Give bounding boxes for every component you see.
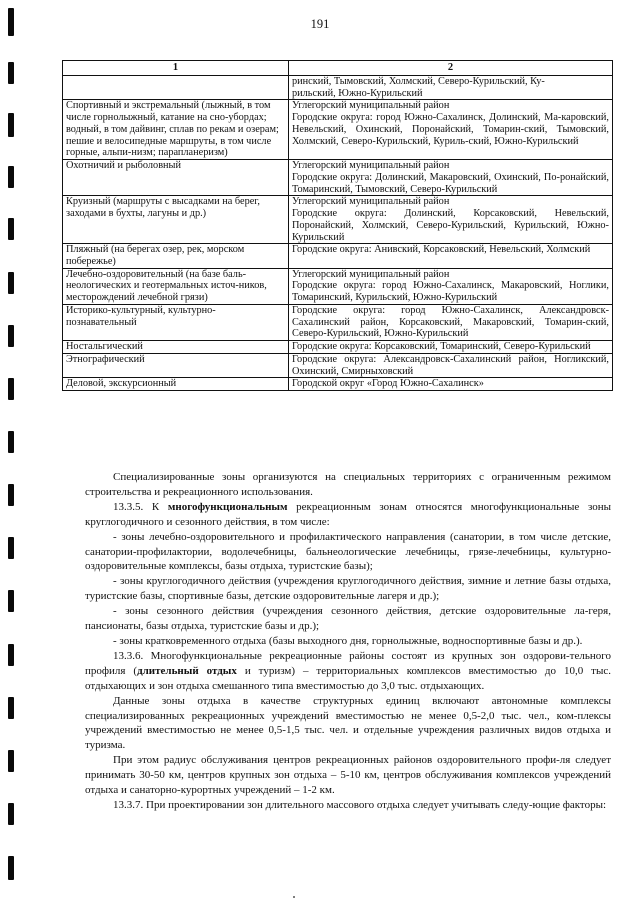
body-text: [85, 470, 611, 813]
areas-line: Городские округа: Корсаковский, Томаринский, Северо-Курильский: [292, 341, 591, 353]
table-row: [63, 304, 613, 340]
areas-cell: [289, 75, 613, 99]
areas-line: Городские округа: Анивский, Корсаковский, Невельский, Холмский: [292, 244, 591, 256]
list-item: - зоны круглогодичного действия (учреждения круглогодичного действия, зимние и летние базы отдыха, туристские базы, спортивные базы, детские оздоровительные лагеря и др.);: [85, 575, 611, 603]
table-header-row: [63, 61, 613, 76]
column-header: 1: [63, 61, 289, 76]
areas-line: Городские округа: город Южно-Сахалинск, Александровск-Сахалинский район, Корсаковский, Макаровский, Томарин-ский, Северо-Курильский, Южно-Курильский: [292, 304, 609, 340]
areas-line: Углегорский муниципальный район: [292, 100, 450, 112]
areas-line: Городские округа: Долинский, Макаровский, Охинский, По-ронайский, Томаринский, Тымовский, Северо-Курильский: [292, 171, 609, 195]
areas-cell: [289, 196, 613, 244]
areas-line: ринский, Тымовский, Холмский, Северо-Курильский, Ку-: [292, 75, 545, 87]
tourism-type-cell: Охотничий и рыболовный: [63, 160, 289, 196]
tourism-type-cell: [63, 75, 289, 99]
areas-cell: [289, 100, 613, 160]
areas-cell: [289, 268, 613, 304]
column-header: 2: [289, 61, 613, 76]
areas-line: Городской округ «Город Южно-Сахалинск»: [292, 378, 484, 390]
tourism-type-cell: Ностальгический: [63, 341, 289, 354]
areas-cell: [289, 353, 613, 377]
table-row: [63, 75, 613, 99]
tourism-type-cell: Лечебно-оздоровительный (на базе баль-неологических и геотермальных источ-ников, месторождений лечебной грязи): [63, 268, 289, 304]
paragraph: Специализированные зоны организуются на специальных территориях с ограниченным режимом строительства и рекреационного использования.: [85, 471, 611, 498]
areas-cell: [289, 378, 613, 391]
table-row: [63, 196, 613, 244]
paragraph: 13.3.7. При проектировании зон длительного массового отдыха следует учитывать следу-ющие факторы:: [113, 798, 607, 811]
tourism-type-cell: Спортивный и экстремальный (лыжный, в том числе горнолыжный, катание на сно-убордах; водный, в том дайвинг, сплав по рекам и озерам; пешие и велосипедные маршруты, в том числе горные, альпи-низм; парапланеризм): [63, 100, 289, 160]
areas-cell: [289, 341, 613, 354]
areas-line: Городские округа: город Южно-Сахалинск, Макаровский, Ноглики, Томаринский, Курильский, Южно-Курильский: [292, 280, 609, 304]
scan-speck: [293, 896, 295, 898]
table-row: [63, 160, 613, 196]
areas-line: Городские округа: Долинский, Корсаковский, Невельский, Поронайский, Холмский, Северо-Курильский, Курильский, Южно-Курильский: [292, 208, 609, 243]
list-item: - зоны лечебно-оздоровительного и профилактического направления (санатории, в том числе детские, санатории-профилактории, водолечебницы, бальнеологические лечебницы, грязе-лечебницы, культурно-оздоровительные комплексы, базы отдыха, туристские базы);: [85, 530, 611, 573]
bold-term: многофункциональным: [167, 500, 288, 513]
areas-line: рильский, Южно-Курильский: [292, 87, 423, 99]
paragraph: При этом радиус обслуживания центров рекреационных районов оздоровительного профи-ля следует принимать 30-50 км, центров крупных зон отдыха – 5-10 км, центров обслуживания комплексов учреждений отдыха и санаторно-курортных учреждений – 1-2 км.: [85, 754, 611, 797]
areas-cell: [289, 244, 613, 268]
areas-line: Городские округа: Александровск-Сахалинский район, Ногликский, Охинский, Смирныховский: [292, 353, 609, 377]
tourism-type-cell: Историко-культурный, культурно-познавательный: [63, 304, 289, 340]
table-row: [63, 378, 613, 391]
table-row: [63, 244, 613, 268]
list-item: - зоны кратковременного отдыха (базы выходного дня, горнолыжные, водноспортивные базы и др.).: [113, 634, 583, 647]
tourism-type-cell: Деловой, экскурсионный: [63, 378, 289, 391]
tourism-type-cell: Круизный (маршруты с высадками на берег, заходами в бухты, лагуны и др.): [63, 196, 289, 244]
binding-marks: [8, 0, 16, 905]
tourism-type-cell: Пляжный (на берегах озер, рек, морском побережье): [63, 244, 289, 268]
paragraph: 13.3.5. К многофункциональным рекреационным зонам относятся многофункциональные зоны круглогодичного и сезонного действия, в том числе:: [85, 500, 611, 528]
areas-line: Углегорский муниципальный район: [292, 160, 450, 172]
tourism-table: [62, 60, 613, 391]
tourism-type-cell: Этнографический: [63, 353, 289, 377]
paragraph: Данные зоны отдыха в качестве структурных единиц включают автономные комплексы специализированных рекреационных учреждений вместимостью не менее 0,5-2,0 тыс. чел., ком-плексы учреждений вместимостью не менее 0,5-1,5 тыс. чел. и отдельные учреждения различных видов отдыха и туризма.: [85, 694, 611, 752]
areas-cell: [289, 160, 613, 196]
paragraph: 13.3.6. Многофункциональные рекреационные районы состоят из крупных зон оздорови-тельного профиля (длительный отдых и туризм) – территориальных комплексов вместимостью до 10,0 тыс. отдыхающих и зон отдыха смешанного типа вместимостью до 3,0 тыс. отдыхающих.: [85, 649, 611, 692]
table-row: [63, 268, 613, 304]
page-number: 191: [310, 17, 330, 31]
areas-line: Углегорский муниципальный район: [292, 196, 450, 208]
table-row: [63, 341, 613, 354]
areas-cell: [289, 304, 613, 340]
areas-line: Городские округа: город Южно-Сахалинск, Долинский, Ма-каровский, Невельский, Охинский, Поронайский, Томарин-ский, Тымовский, Холмский, Северо-Курильский, Куриль-ский, Южно-Курильский: [292, 112, 609, 147]
table-row: [63, 100, 613, 160]
list-item: - зоны сезонного действия (учреждения сезонного действия, детские оздоровительные ла-геря, пансионаты, базы отдыха, туристские базы и др.);: [85, 605, 611, 633]
bold-term: длительный отдых: [137, 664, 237, 677]
areas-line: Углегорский муниципальный район: [292, 268, 450, 280]
table-row: [63, 353, 613, 377]
